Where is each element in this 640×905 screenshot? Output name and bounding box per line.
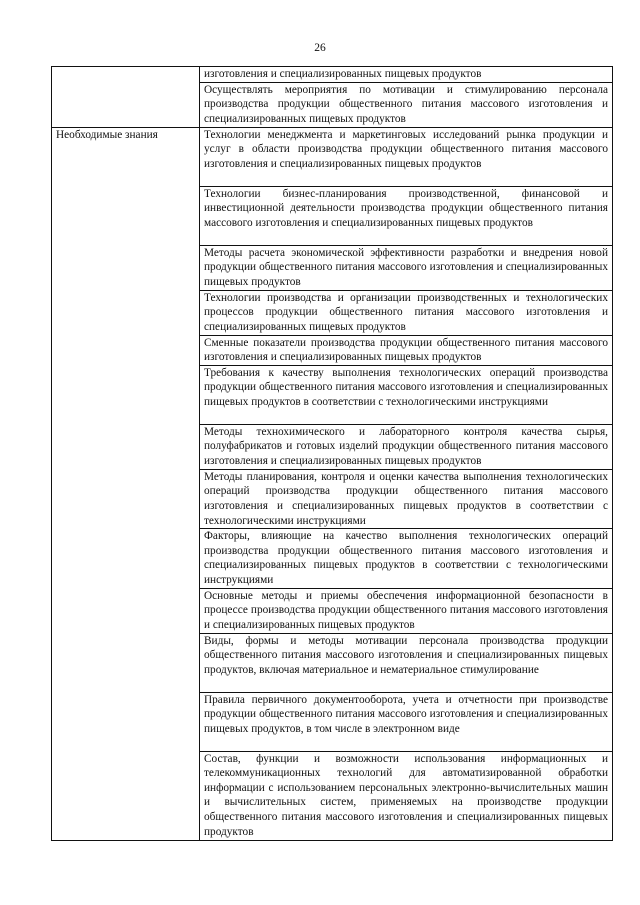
table-row bbox=[52, 127, 613, 186]
table-cell: Виды, формы и методы мотивации персонала производства продукции общественного питания массового изготовления и специализированных пищевых продуктов, включая материальное и нематериальное стимулирование bbox=[200, 633, 613, 692]
table-cell: Сменные показатели производства продукции общественного питания массового изготовления и специализированных пищевых продуктов bbox=[200, 335, 613, 365]
table-cell: Технологии менеджмента и маркетинговых исследований рынка продукции и услуг в области производства продукции общественного питания массового изготовления и специализированных пищевых продуктов bbox=[200, 127, 613, 186]
table-cell: Осуществлять мероприятия по мотивации и стимулированию персонала производства продукции общественного питания массового изготовления и специализированных пищевых продуктов bbox=[200, 82, 613, 127]
table-cell: Основные методы и приемы обеспечения информационной безопасности в процессе производства продукции общественного питания массового изготовления и специализированных пищевых продуктов bbox=[200, 588, 613, 633]
table-cell: Состав, функции и возможности использования информационных и телекоммуникационных технологий для автоматизированной обработки информации с использованием персональных электронно-вычислительных машин и вычислительных систем, применяемых на производстве продукции общественного питания массового изготовления и специализированных пищевых продуктов bbox=[200, 751, 613, 840]
table-cell: изготовления и специализированных пищевых продуктов bbox=[200, 67, 613, 83]
table-cell: Методы планирования, контроля и оценки качества выполнения технологических операций производства продукции общественного питания массового изготовления и специализированных пищевых продуктов в соответствии с технологическими инструкциями bbox=[200, 469, 613, 528]
requirements-table bbox=[51, 66, 613, 841]
table-cell: Технологии бизнес-планирования производственной, финансовой и инвестиционной деятельности производства продукции общественного питания массового изготовления и специализированных пищевых продуктов bbox=[200, 186, 613, 245]
knowledge-label: Необходимые знания bbox=[56, 128, 158, 141]
table-cell: Методы расчета экономической эффективности разработки и внедрения новой продукции общественного питания массового изготовления и специализированных пищевых продуктов bbox=[200, 245, 613, 290]
empty-label-cell bbox=[52, 67, 200, 128]
table-cell: Факторы, влияющие на качество выполнения технологических операций производства продукции общественного питания массового изготовления и специализированных пищевых продуктов в соответствии с технологическими инструкциями bbox=[200, 529, 613, 588]
page-number: 26 bbox=[314, 42, 326, 54]
table-cell: Правила первичного документооборота, учета и отчетности при производстве продукции общественного питания массового изготовления и специализированных пищевых продуктов, в том числе в электронном виде bbox=[200, 692, 613, 751]
table-cell: Методы технохимического и лабораторного контроля качества сырья, полуфабрикатов и готовых изделий продукции общественного питания массового изготовления и специализированных пищевых продуктов bbox=[200, 424, 613, 469]
table-cell: Требования к качеству выполнения технологических операций производства продукции общественного питания массового изготовления и специализированных пищевых продуктов в соответствии с технологическими инструкциями bbox=[200, 365, 613, 424]
table-cell: Технологии производства и организации производственных и технологических процессов продукции общественного питания массового изготовления и специализированных пищевых продуктов bbox=[200, 290, 613, 335]
table-row bbox=[52, 67, 613, 83]
knowledge-label-cell bbox=[52, 127, 200, 840]
